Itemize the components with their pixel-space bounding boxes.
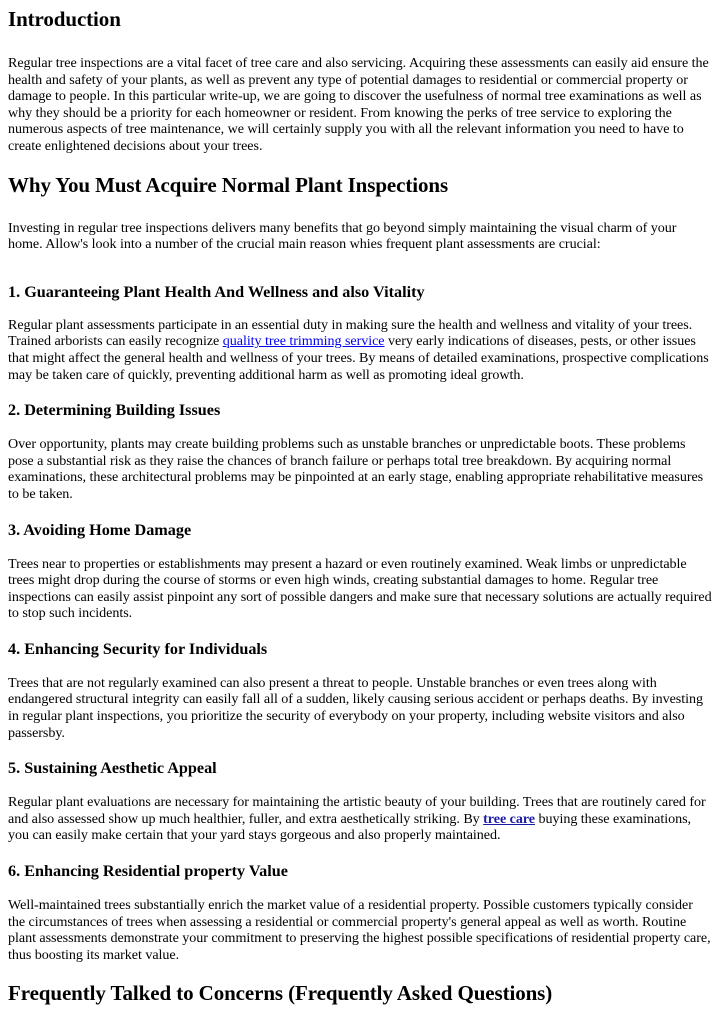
quality-tree-trimming-link[interactable]: quality tree trimming service: [222, 333, 385, 350]
why-paragraph: Investing in regular tree inspections delivers many benefits that go beyond simply maintaining the visual charm of your home. Allow's look into a number of the crucial main reason whies frequent plant assessments are crucial:: [8, 219, 677, 253]
introduction-paragraph: Regular tree inspections are a vital facet of tree care and also servicing. Acquiring these assessments can easily aid ensure the health and safety of your plants, as well as prevent any type of potential damages to residential or commercial property or damage to people. In this particular write-up, we are going to discover the usefulness of normal tree examinations as well as why they should be a priority for each homeowner or resident. From knowing the perks of tree service to exploring the numerous aspects of tree maintenance, we will certainly supply you with all the relevant information you need to have to create enlightened decisions about your trees.: [8, 55, 709, 154]
section-1-paragraph: [8, 317, 712, 383]
section-4-paragraph: Trees that are not regularly examined can also present a threat to people. Unstable branches or even trees along with endangered structural integrity can easily fall all of a sudden, likely causing serious accident or perhaps deaths. By investing in regular plant inspections, you prioritize the security of everybody on your property, including website visitors and also passersby.: [8, 674, 703, 741]
section-1-text-before: Regular plant assessments participate in an essential duty in making sure the health and wellness and vitality of your trees. Trained arborists can easily recognize: [8, 316, 693, 350]
section-1-text-after: very early indications of diseases, pests, or other issues that might affect the general health and wellness of your trees. By means of detailed examinations, prospective complications may be taken care of quickly, preventing additional harm as well as promoting ideal growth.: [8, 333, 709, 383]
section-5-heading: 5. Sustaining Aesthetic Appeal: [8, 759, 217, 778]
faq-heading: Frequently Talked to Concerns (Frequently Asked Questions): [8, 981, 553, 1006]
section-6-paragraph: Well-maintained trees substantially enrich the market value of a residential property. Possible customers typically consider the circumstances of trees when assessing a residential or commercial property's general appeal as well as worth. Routine plant assessments demonstrate your commitment to preserving the highest possible specifications of residential property care, thus boosting its market value.: [8, 897, 711, 963]
section-5-paragraph: [8, 794, 712, 844]
section-5-text-after: buying these examinations, you can easily make certain that your yard stays gorgeous and also properly maintained.: [8, 810, 692, 844]
section-6-heading: 6. Enhancing Residential property Value: [8, 862, 288, 881]
why-heading: Why You Must Acquire Normal Plant Inspections: [8, 172, 449, 197]
section-5-text-before: Regular plant evaluations are necessary for maintaining the artistic beauty of your building. Trees that are routinely cared for and also assessed show up much healthier, fuller, and extra aesthetically striking. By: [8, 794, 706, 827]
introduction-heading: Introduction: [8, 7, 121, 31]
tree-care-link[interactable]: tree care: [483, 810, 535, 827]
section-1-heading: 1. Guaranteeing Plant Health And Wellness and also Vitality: [8, 282, 425, 301]
section-4-heading: 4. Enhancing Security for Individuals: [8, 639, 268, 658]
section-3-heading: 3. Avoiding Home Damage: [8, 520, 192, 539]
section-3-paragraph: Trees near to properties or establishments may present a hazard or even routinely examined. Weak limbs or unpredictable trees might drop during the course of storms or even high winds, creating substantial damages to home. Regular tree inspections can easily assist pinpoint any sort of possible dangers and make sure that necessary solutions are actually required to stop such incidents.: [8, 555, 712, 622]
section-2-heading: 2. Determining Building Issues: [8, 401, 221, 420]
section-2-paragraph: Over opportunity, plants may create building problems such as unstable branches or unpredictable boots. These problems pose a substantial risk as they raise the chances of branch failure or perhaps total tree breakdown. By acquiring normal examinations, these architectural problems may be pinpointed at an early stage, enabling appropriate rehabilitative measures to be taken.: [8, 436, 704, 502]
